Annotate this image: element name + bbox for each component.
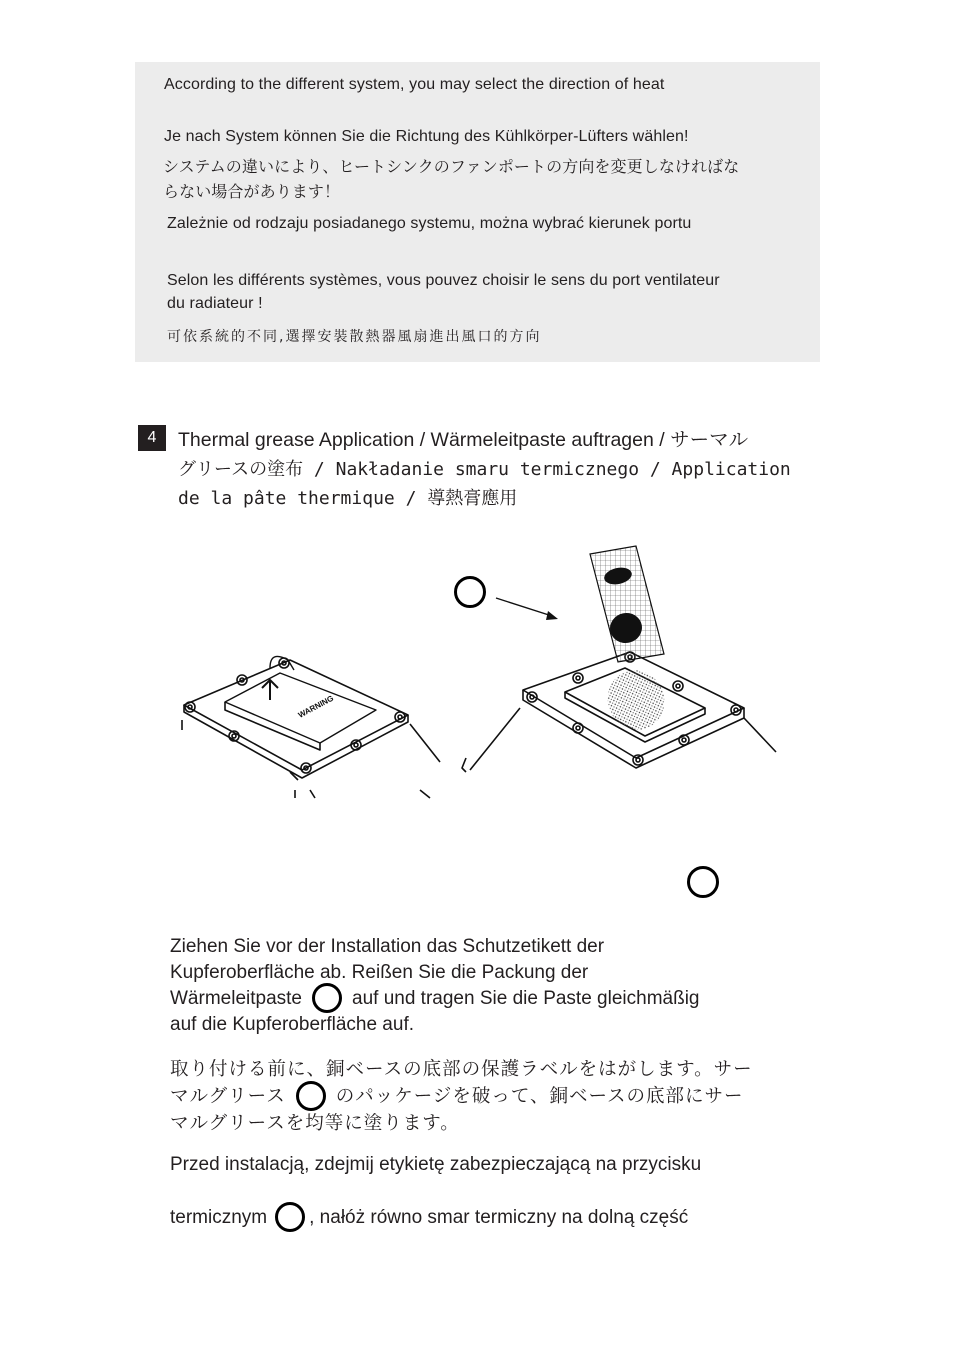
- instruction-de-line-3-start: Wärmeleitpaste: [170, 988, 302, 1009]
- instruction-ja-line-2-end: のパッケージを破って、銅ベースの底部にサー: [335, 1086, 744, 1107]
- instruction-de-line-3: [170, 986, 810, 1012]
- thermal-grease-packet: [590, 546, 664, 662]
- instruction-pl-line-2-start: termicznym: [170, 1207, 268, 1228]
- callout-circle-inline-pl: [275, 1202, 305, 1232]
- instruction-de-line-2: Kupferoberfläche ab. Reißen Sie die Packung der: [170, 962, 589, 983]
- step-title-line-3: de la pâte thermique / 導熱膏應用: [178, 488, 518, 509]
- note-line-ja-1: システムの違いにより、ヒートシンクのファンポートの方向を変更しなければな: [163, 157, 740, 176]
- instruction-ja: [170, 1056, 810, 1137]
- svg-text:WARNING: WARNING: [296, 693, 336, 720]
- instruction-ja-line-2: [170, 1083, 810, 1110]
- callout-circle-inline-de: [312, 983, 342, 1013]
- note-line-de: Je nach System können Sie die Richtung des Kühlkörper-Lüfters wählen!: [164, 128, 689, 145]
- sticker-warning-text: [297, 694, 335, 720]
- note-line-fr-1: Selon les différents systèmes, vous pouvez choisir le sens du port ventilateur: [167, 272, 720, 289]
- instruction-pl-line-1: Przed instalacją, zdejmij etykietę zabezpieczającą na przycisku: [170, 1154, 702, 1175]
- note-box: [135, 62, 820, 362]
- step-title-line-2: グリースの塗布 / Nakładanie smaru termicznego / Application: [178, 459, 791, 480]
- instruction-de-line-3-end: auf und tragen Sie die Paste gleichmäßig: [352, 988, 700, 1009]
- instruction-ja-line-3: マルグリースを均等に塗ります。: [170, 1113, 460, 1134]
- note-line-pl: Zależnie od rodzaju posiadanego systemu, można wybrać kierunek portu: [167, 215, 692, 232]
- note-line-en: According to the different system, you may select the direction of heat: [164, 76, 665, 93]
- step-title-line-1: Thermal grease Application / Wärmeleitpaste auftragen / サーマル: [178, 429, 749, 451]
- instruction-de: [170, 934, 810, 1038]
- note-line-ja-2: らない場合があります！: [163, 182, 341, 201]
- callout-circle-lower: [687, 866, 719, 898]
- pointer-arrow-icon: [496, 598, 558, 620]
- instruction-de-line-4: auf die Kupferoberfläche auf.: [170, 1014, 415, 1035]
- instruction-pl: [170, 1152, 810, 1231]
- note-line-zh: 可依系統的不同,選擇安裝散熱器風扇進出風口的方向: [167, 329, 542, 345]
- instruction-de-line-1: Ziehen Sie vor der Installation das Schutzetikett der: [170, 936, 605, 957]
- instruction-pl-line-2: [170, 1205, 810, 1231]
- instruction-pl-line-2-end: , nałóż równo smar termiczny na dolną część: [309, 1207, 689, 1228]
- callout-circle-grease: [454, 576, 486, 608]
- step-number-badge: 4: [138, 425, 166, 451]
- instruction-ja-line-2-start: マルグリース: [170, 1086, 286, 1107]
- step-title: [178, 426, 828, 513]
- note-line-fr-2: du radiateur !: [167, 295, 263, 312]
- cooler-base-with-sticker: [182, 656, 440, 798]
- callout-circle-inline-ja: [296, 1081, 326, 1111]
- instruction-ja-line-1: 取り付ける前に、銅ベースの底部の保護ラベルをはがします。サー: [170, 1059, 753, 1080]
